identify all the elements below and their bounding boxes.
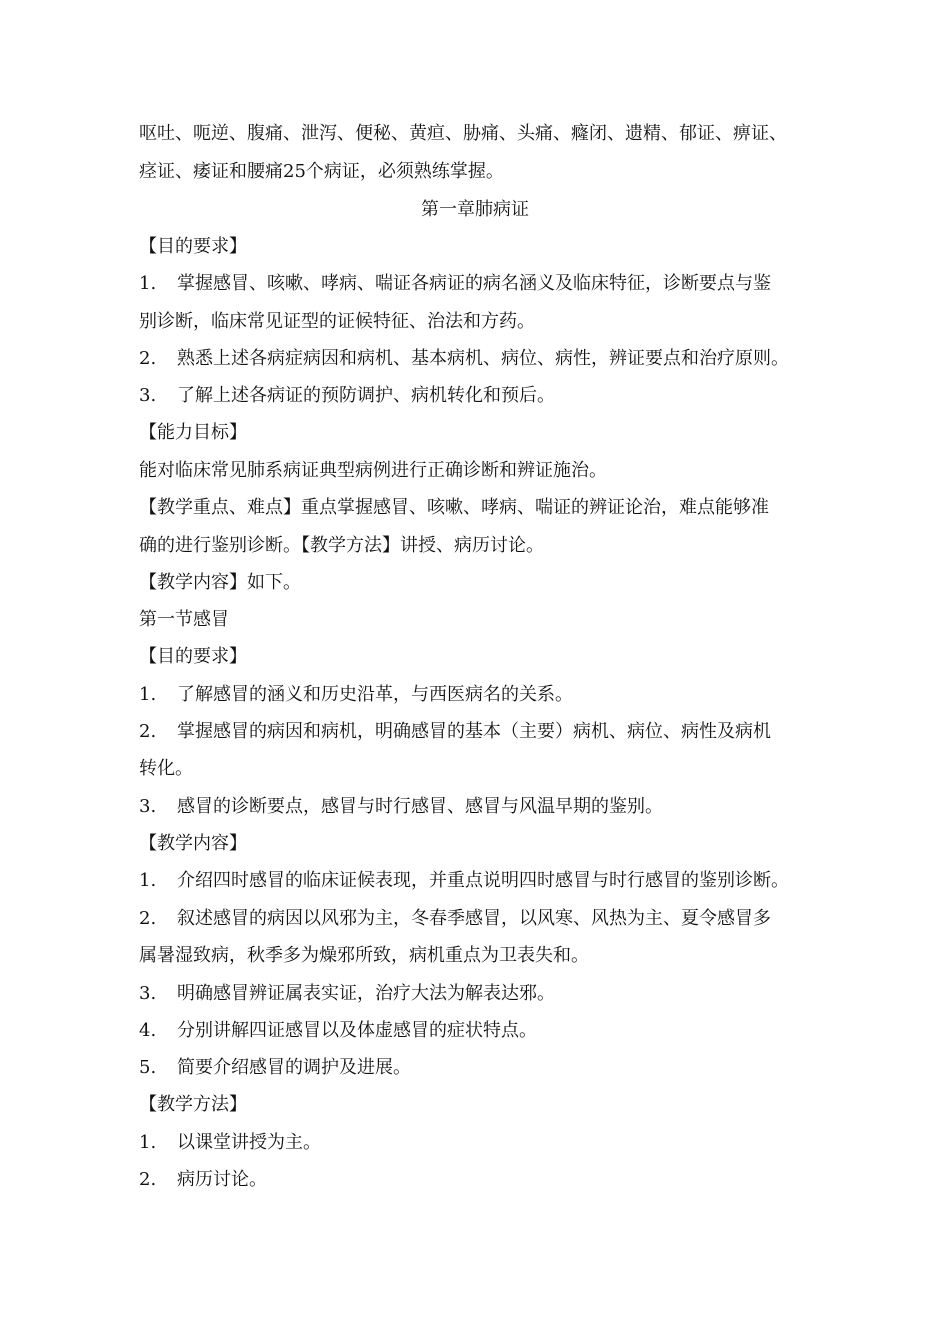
chapter-content-line: 【教学内容】如下。	[139, 572, 301, 593]
list-number: 4.	[139, 1020, 157, 1041]
key-points-line-1: 【教学重点、难点】重点掌握感冒、咳嗽、哮病、喘证的辨证论治，难点能够准	[139, 497, 769, 518]
list-text: 分别讲解四证感冒以及体虚感冒的症状特点。	[177, 1020, 537, 1041]
list-number: 2.	[139, 908, 157, 929]
list-number: 5.	[139, 1057, 157, 1078]
section-goals-heading: 【目的要求】	[139, 646, 247, 667]
section-content-1	[139, 869, 839, 893]
section-content-2-cont: 属暑湿致病，秋季多为燥邪所致，病机重点为卫表失和。	[139, 945, 589, 966]
section-content-2	[139, 907, 839, 931]
section-goal-2	[139, 720, 839, 744]
list-text: 明确感冒辨证属表实证，治疗大法为解表达邪。	[177, 983, 555, 1004]
ability-heading: 【能力目标】	[139, 422, 247, 443]
list-number: 3.	[139, 796, 157, 817]
chapter-goal-3	[139, 384, 839, 408]
section-method-1	[139, 1131, 839, 1155]
intro-line-2: 痉证、痿证和腰痛25个病证，必须熟练掌握。	[139, 161, 504, 182]
list-text: 简要介绍感冒的调护及进展。	[177, 1057, 411, 1078]
list-number: 1.	[139, 273, 157, 294]
section-goal-1	[139, 683, 839, 707]
key-points-line-2: 确的进行鉴别诊断。【教学方法】讲授、病历讨论。	[139, 535, 544, 556]
chapter-goal-1-cont: 别诊断，临床常见证型的证候特征、治法和方药。	[139, 311, 535, 332]
chapter-goals-heading: 【目的要求】	[139, 236, 247, 257]
list-number: 1.	[139, 684, 157, 705]
section-goal-2-cont: 转化。	[139, 758, 193, 779]
chapter-title: 第一章肺病证	[421, 199, 529, 220]
list-text: 掌握感冒、咳嗽、哮病、喘证各病证的病名涵义及临床特征，诊断要点与鉴	[177, 273, 771, 294]
list-number: 1.	[139, 870, 157, 891]
list-text: 病历讨论。	[177, 1169, 267, 1190]
section-goal-3	[139, 795, 839, 819]
list-text: 了解感冒的涵义和历史沿革，与西医病名的关系。	[177, 684, 573, 705]
list-text: 以课堂讲授为主。	[177, 1132, 321, 1153]
section-content-heading: 【教学内容】	[139, 833, 247, 854]
list-number: 2.	[139, 1169, 157, 1190]
list-number: 1.	[139, 1132, 157, 1153]
section-content-3	[139, 982, 839, 1006]
section-title: 第一节感冒	[139, 609, 229, 630]
list-number: 2.	[139, 721, 157, 742]
section-content-4	[139, 1019, 839, 1043]
list-number: 3.	[139, 385, 157, 406]
section-method-heading: 【教学方法】	[139, 1094, 247, 1115]
chapter-goal-1	[139, 272, 839, 296]
list-text: 了解上述各病证的预防调护、病机转化和预后。	[177, 385, 555, 406]
list-text: 叙述感冒的病因以风邪为主，冬春季感冒，以风寒、风热为主、夏令感冒多	[177, 908, 771, 929]
section-method-2	[139, 1168, 839, 1192]
intro-line-1: 呕吐、呃逆、腹痛、泄泻、便秘、黄疸、胁痛、头痛、癃闭、遗精、郁证、痹证、	[139, 123, 787, 144]
list-text: 感冒的诊断要点，感冒与时行感冒、感冒与风温早期的鉴别。	[177, 796, 663, 817]
list-text: 掌握感冒的病因和病机，明确感冒的基本（主要）病机、病位、病性及病机	[177, 721, 771, 742]
section-content-5	[139, 1056, 839, 1080]
list-number: 2.	[139, 348, 157, 369]
ability-text: 能对临床常见肺系病证典型病例进行正确诊断和辨证施治。	[139, 460, 607, 481]
list-text: 介绍四时感冒的临床证候表现，并重点说明四时感冒与时行感冒的鉴别诊断。	[177, 870, 789, 891]
list-number: 3.	[139, 983, 157, 1004]
chapter-goal-2	[139, 347, 839, 371]
list-text: 熟悉上述各病症病因和病机、基本病机、病位、病性，辨证要点和治疗原则。	[177, 348, 789, 369]
